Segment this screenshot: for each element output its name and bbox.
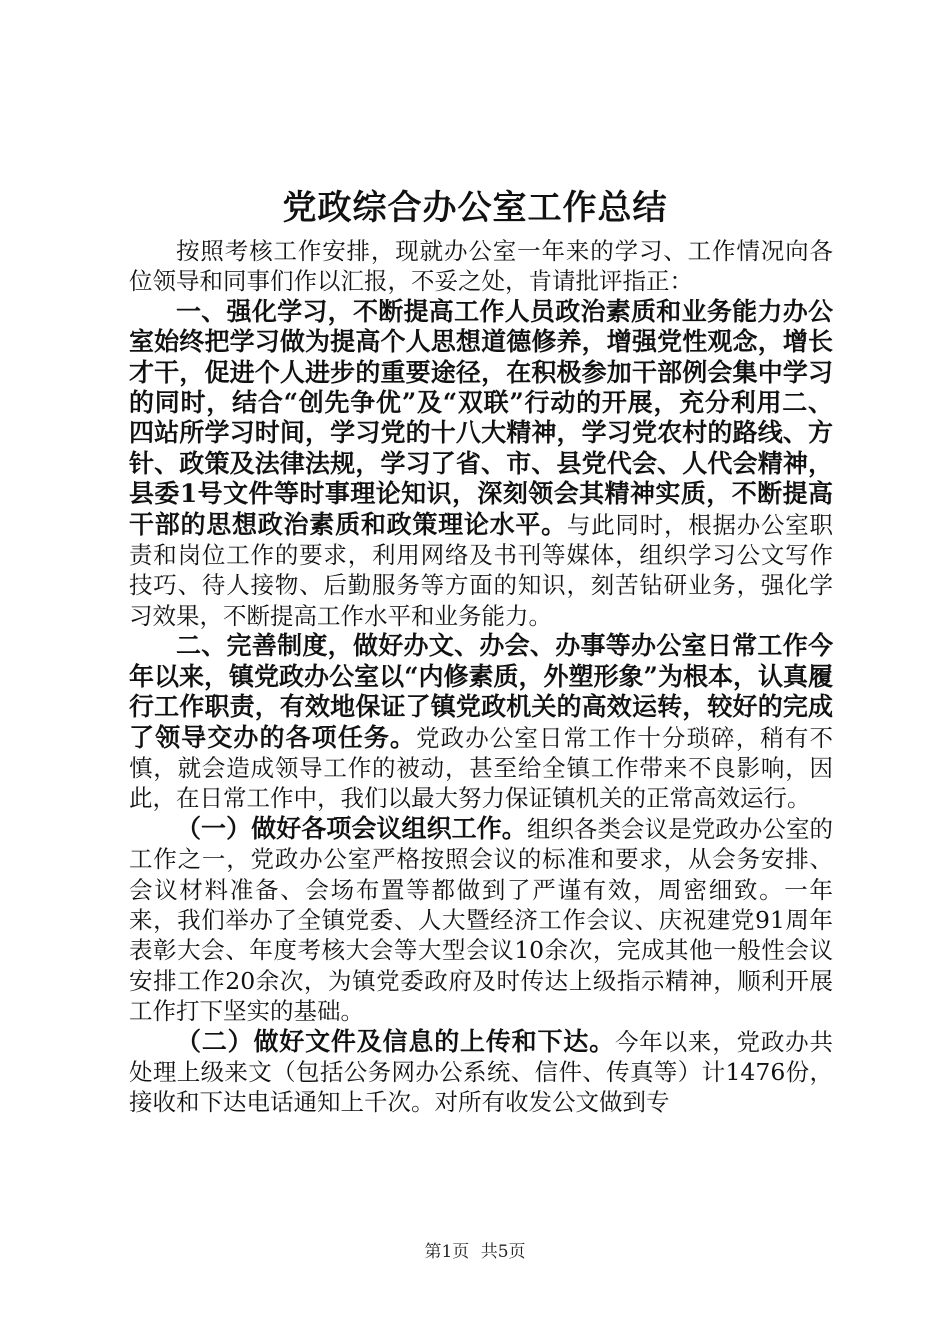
paragraph-text: 党政办公室日常工作十分琐碎，稍有不慎，就会造成领导工作的被动，甚至给全镇工作带来不良影响，因此，在日常工作中，我们以最大努力保证镇机关的正常高效运行。 <box>129 723 833 813</box>
paragraph-text: 组织各类会议是党政办公室的工作之一，党政办公室严格按照会议的标准和要求，从会务安排、会议材料准备、会场布置等都做到了严谨有效，周密细致。一年来，我们举办了全镇党委、人大暨经济工作会议、庆祝建党91周年表彰大会、年度考核大会等大型会议10余次，完成其他一般性会议安排工作20余次，为镇党委政府及时传达上级指示精神，顺利开展工作打下坚实的基础。 <box>129 814 833 1026</box>
page-footer <box>0 1240 950 1264</box>
document-body <box>129 236 833 1118</box>
paragraph-text: 今年以来，党政办共处理上级来文（包括公务网办公系统、信件、传真等）计1476份，接收和下达电话通知上千次。对所有收发公文做到专 <box>129 1027 833 1117</box>
paragraph-section-1 <box>129 297 833 631</box>
page-number: 第1页 <box>424 1242 470 1262</box>
paragraph-intro <box>129 236 833 297</box>
subsection-heading: （二）做好文件及信息的上传和下达。 <box>176 1026 615 1056</box>
section-heading: 一、强化学习，不断提高工作人员政治素质和业务能力办公室始终把学习做为提高个人思想道德修养，增强党性观念，增长才干，促进个人进步的重要途径，在积极参加干部例会集中学习的同时，结合“创先争优”及“双联”行动的开展，充分利用二、四站所学习时间，学习党的十八大精神，学习党农村的路线、方针、政策及法律法规，学习了省、市、县党代会、人代会精神，县委1号文件等时事理论知识，深刻领会其精神实质，不断提高干部的思想政治素质和政策理论水平。 <box>129 296 833 539</box>
document-title: 党政综合办公室工作总结 <box>282 188 668 228</box>
paragraph-text: 与此同时，根据办公室职责和岗位工作的要求，利用网络及书刊等媒体，组织学习公文写作技巧、待人接物、后勤服务等方面的知识，刻苦钻研业务，强化学习效果，不断提高工作水平和业务能力。 <box>129 510 833 630</box>
subsection-heading: （一）做好各项会议组织工作。 <box>176 813 527 843</box>
paragraph-text: 按照考核工作安排，现就办公室一年来的学习、工作情况向各位领导和同事们作以汇报，不妥之处，肯请批评指正： <box>129 237 833 296</box>
section-heading: 二、完善制度，做好办文、办会、办事等办公室日常工作今年以来，镇党政办公室以“内修素质，外塑形象”为根本，认真履行工作职责，有效地保证了镇党政机关的高效运转，较好的完成了领导交办的各项任务。 <box>129 631 833 752</box>
paragraph-subsection-2 <box>129 1027 833 1118</box>
paragraph-subsection-1 <box>129 814 833 1027</box>
paragraph-section-2 <box>129 631 833 813</box>
page-total: 共5页 <box>480 1242 526 1262</box>
